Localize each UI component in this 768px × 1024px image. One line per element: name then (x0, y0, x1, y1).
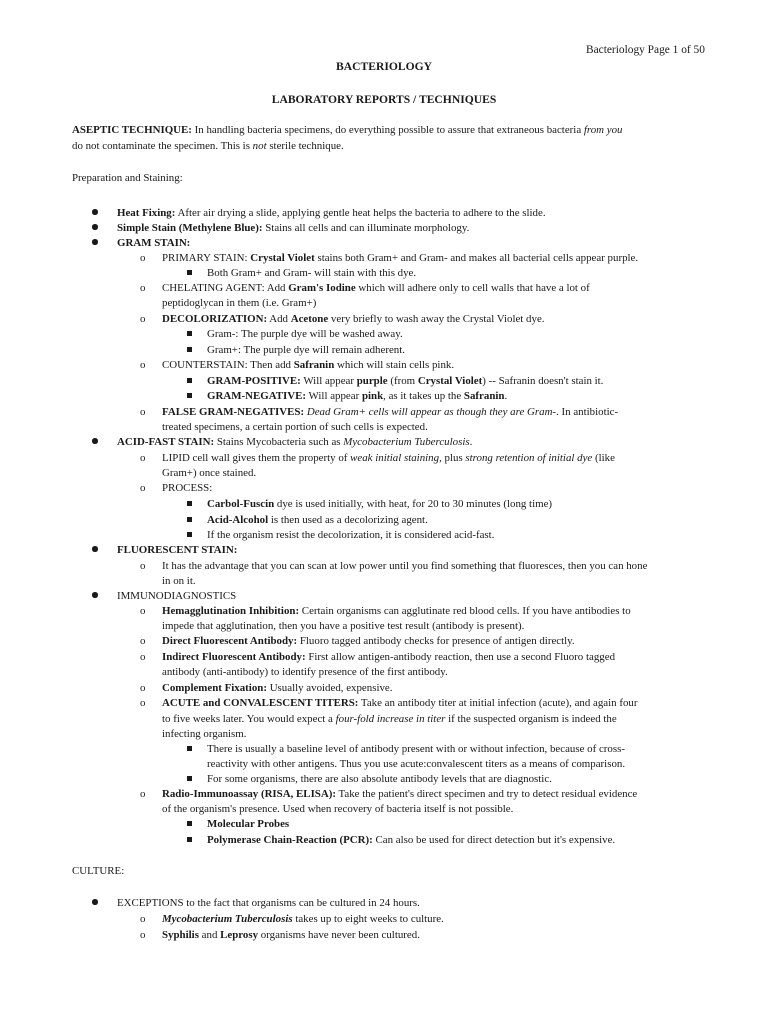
outline-bullet-o-icon: o (140, 560, 146, 572)
text-segment: There is usually a baseline level of antibody present with or without infection, because of cross- (207, 743, 625, 755)
text-segment: Gram-: The purple dye will be washed away. (207, 328, 403, 340)
outline-line-simple (117, 221, 469, 236)
square-bullet-icon (187, 497, 192, 512)
section-heading-preparation: Preparation and Staining: (72, 172, 183, 184)
square-bullet-icon (187, 772, 192, 787)
text-segment: COUNTERSTAIN: Then add (162, 359, 294, 371)
text-segment: (like (592, 452, 615, 464)
outline-bullet-o-icon: o (140, 697, 146, 709)
text-segment: Take an antibody titer at initial infection (acute), and again four (358, 697, 638, 709)
square-bullet-icon (187, 389, 192, 404)
outline-line-risa-s2 (207, 833, 615, 848)
text-segment: dye is used initially, with heat, for 20 to 30 minutes (long time) (274, 498, 553, 510)
square-bullet-icon (187, 817, 192, 832)
text-segment: Take the patient's direct specimen and try to detect residual evidence (335, 788, 638, 800)
text-segment: GRAM STAIN: (117, 237, 191, 249)
text-segment: treated specimens, a certain portion of such cells is expected. (162, 421, 428, 433)
outline-bullet-o-icon: o (140, 359, 146, 371)
text-segment: Carbol-Fuscin (207, 498, 275, 510)
outline-bullet-o-icon: o (140, 605, 146, 617)
text-segment: Leprosy (220, 929, 259, 941)
outline-line-lipid-2 (162, 466, 256, 481)
outline-line-false (162, 405, 618, 420)
text-segment: peptidoglycan in them (i.e. Gram+) (162, 297, 317, 309)
text-segment: Both Gram+ and Gram- will stain with this dye. (207, 267, 417, 279)
text-segment: Molecular Probes (207, 818, 290, 830)
text-segment: . (504, 390, 508, 402)
text-segment: Will appear (300, 375, 357, 387)
outline-line-decol-s2 (207, 343, 405, 358)
text-segment: PROCESS: (162, 482, 213, 494)
outline-bullet-o-icon: o (140, 252, 146, 264)
text-segment: pink (361, 390, 384, 402)
outline-bullet-o-icon: o (140, 788, 146, 800)
text-segment: DECOLORIZATION: (162, 313, 268, 325)
text-segment: very briefly to wash away the Crystal Violet dye. (328, 313, 545, 325)
round-bullet-icon (92, 206, 98, 221)
text-segment: Certain organisms can agglutinate red blood cells. If you have antibodies to (299, 605, 631, 617)
outline-line-acute-s1-2 (207, 757, 625, 772)
round-bullet-icon (92, 236, 98, 251)
outline-line-dfa (162, 634, 575, 649)
square-bullet-icon (187, 513, 192, 528)
text-segment: IMMUNODIAGNOSTICS (117, 590, 237, 602)
text-segment: Heat Fixing: (117, 207, 176, 219)
outline-line-false-2 (162, 420, 428, 435)
outline-line-primary (162, 251, 638, 266)
outline-bullet-o-icon: o (140, 452, 146, 464)
text-segment: and (198, 929, 221, 941)
outline-line-except-o1 (162, 912, 444, 927)
round-bullet-icon (92, 221, 98, 236)
text-segment: Polymerase Chain-Reaction (PCR): (207, 834, 373, 846)
text-segment: It has the advantage that you can scan at low power until you find something that fluoresces, then you can hone (162, 560, 648, 572)
text-segment: impede that agglutination, then you have a positive test result (antibody is present). (162, 620, 525, 632)
outline-line-process-s2 (207, 513, 428, 528)
outline-line-fluor-o1-2 (162, 574, 196, 589)
outline-line-counter (162, 358, 454, 373)
outline-line-chelating (162, 281, 590, 296)
text-segment: if the suspected organism is indeed the (445, 713, 617, 725)
square-bullet-icon (187, 343, 192, 358)
text-segment: Safranin (293, 359, 335, 371)
text-segment: CHELATING AGENT: Add (162, 282, 289, 294)
outline-line-process-s3 (207, 528, 494, 543)
document-subtitle: LABORATORY REPORTS / TECHNIQUES (271, 93, 497, 106)
text-segment: which will stain cells pink. (334, 359, 455, 371)
text-segment: ) -- Safranin doesn't stain it. (482, 375, 604, 387)
aseptic-text-2: do not contaminate the specimen. This is (72, 139, 253, 152)
text-segment: GRAM-NEGATIVE: (207, 390, 307, 402)
text-segment: four-fold increase in titer (335, 713, 446, 725)
outline-line-risa-s1 (207, 817, 289, 832)
outline-line-comp (162, 681, 392, 696)
text-segment: First allow antigen-antibody reaction, then use a second Fluoro tagged (305, 651, 616, 663)
outline-line-counter-s2 (207, 389, 507, 404)
text-segment: infecting organism. (162, 728, 247, 740)
text-segment: in on it. (162, 575, 196, 587)
text-segment: For some organisms, there are also absolute antibody levels that are diagnostic. (207, 773, 552, 785)
text-segment: Dead Gram+ cells will appear as though they are Gram- (306, 406, 557, 418)
text-segment: After air drying a slide, applying gentle heat helps the bacteria to adhere to the slide. (175, 207, 546, 219)
outline-line-ifa-2 (162, 665, 448, 680)
outline-line-acute-3 (162, 727, 247, 742)
text-segment: Acid-Alcohol (207, 514, 269, 526)
outline-line-acute-s2 (207, 772, 552, 787)
outline-line-process (162, 481, 212, 496)
square-bullet-icon (187, 742, 192, 757)
outline-bullet-o-icon: o (140, 651, 146, 663)
text-segment: Can also be used for direct detection but it's expensive. (372, 834, 616, 846)
outline-line-heat (117, 206, 546, 221)
outline-line-except-o2 (162, 928, 420, 943)
outline-line-acid (117, 435, 472, 450)
text-segment: Stains all cells and can illuminate morphology. (262, 222, 470, 234)
outline-line-fluor-o1 (162, 559, 647, 574)
outline-line-immuno (117, 589, 236, 604)
text-segment: Simple Stain (Methylene Blue): (117, 222, 263, 234)
text-segment: reactivity with other antigens. Thus you use acute:convalescent titers as a means of comparison. (207, 758, 626, 770)
square-bullet-icon (187, 327, 192, 342)
aseptic-text-1: In handling bacteria specimens, do everything possible to assure that extraneous bacteria (191, 124, 584, 136)
text-segment: (from (387, 375, 418, 387)
text-segment: Stains Mycobacteria such as (214, 436, 344, 448)
outline-line-primary-s1 (207, 266, 416, 281)
text-segment: organisms have never been cultured. (258, 929, 420, 941)
outline-line-risa (162, 787, 637, 802)
round-bullet-icon (92, 543, 98, 558)
text-segment: Direct Fluorescent Antibody: (162, 635, 298, 647)
text-segment: Safranin (463, 390, 505, 402)
aseptic-text-3: sterile technique. (266, 139, 344, 152)
outline-line-counter-s1 (207, 374, 603, 389)
text-segment: Complement Fixation: (162, 682, 267, 694)
text-segment: purple (356, 375, 388, 387)
document-title: BACTERIOLOGY (336, 60, 432, 73)
text-segment: ACID-FAST STAIN: (117, 436, 215, 448)
text-segment: . (469, 436, 473, 448)
outline-line-hemag-2 (162, 619, 524, 634)
text-segment: If the organism resist the decolorization, it is considered acid-fast. (207, 529, 495, 541)
text-segment: . In antibiotic- (556, 406, 619, 418)
round-bullet-icon (92, 589, 98, 604)
outline-line-hemag (162, 604, 631, 619)
text-segment: Add (267, 313, 291, 325)
text-segment: Hemagglutination Inhibition: (162, 605, 300, 617)
text-segment: Fluoro tagged antibody checks for presence of antigen directly. (297, 635, 575, 647)
text-segment: Will appear (306, 390, 362, 402)
text-segment: LIPID cell wall gives them the property of (162, 452, 351, 464)
text-segment: GRAM-POSITIVE: (207, 375, 301, 387)
text-segment: Gram+: The purple dye will remain adherent. (207, 344, 405, 356)
text-segment: Crystal Violet (250, 252, 315, 264)
aseptic-emphasis-2: not (252, 139, 267, 152)
square-bullet-icon (187, 833, 192, 848)
text-segment: of the organism's presence. Used when recovery of bacteria itself is not possible. (162, 803, 514, 815)
text-segment: Syphilis (162, 929, 199, 941)
text-segment: to five weeks later. You would expect a (162, 713, 336, 725)
aseptic-emphasis-1: from you (583, 124, 623, 136)
outline-line-except (117, 896, 420, 911)
outline-line-process-s1 (207, 497, 552, 512)
text-segment: is then used as a decolorizing agent. (268, 514, 428, 526)
outline-line-risa-2 (162, 802, 513, 817)
text-segment: EXCEPTIONS to the fact that organisms can be cultured in 24 hours. (117, 897, 420, 909)
aseptic-paragraph (72, 123, 722, 154)
outline-line-fluor (117, 543, 237, 558)
outline-line-ifa (162, 650, 615, 665)
text-segment: Gram's Iodine (288, 282, 356, 294)
text-segment: Usually avoided, expensive. (266, 682, 393, 694)
outline-bullet-o-icon: o (140, 482, 146, 494)
text-segment: takes up to eight weeks to culture. (292, 913, 444, 925)
outline-bullet-o-icon: o (140, 635, 146, 647)
outline-bullet-o-icon: o (140, 682, 146, 694)
text-segment: PRIMARY STAIN: (162, 252, 251, 264)
text-segment: Mycobacterium Tuberculosis (162, 913, 293, 925)
text-segment: antibody (anti-antibody) to identify presence of the first antibody. (162, 666, 448, 678)
text-segment: ACUTE and CONVALESCENT TITERS: (162, 697, 359, 709)
text-segment: FALSE GRAM-NEGATIVES: (162, 406, 305, 418)
text-segment: weak initial staining (350, 452, 440, 464)
outline-line-acute-s1 (207, 742, 625, 757)
text-segment: Gram+) once stained. (162, 467, 257, 479)
outline-line-decol (162, 312, 545, 327)
text-segment: , plus (439, 452, 466, 464)
outline-bullet-o-icon: o (140, 313, 146, 325)
outline-line-decol-s1 (207, 327, 403, 342)
text-segment: strong retention of initial dye (465, 452, 593, 464)
text-segment: , as it takes up the (383, 390, 464, 402)
outline-line-acute (162, 696, 637, 711)
outline-bullet-o-icon: o (140, 406, 146, 418)
round-bullet-icon (92, 435, 98, 450)
aseptic-label: ASEPTIC TECHNIQUE: (72, 124, 192, 136)
text-segment: Crystal Violet (417, 375, 483, 387)
outline-line-gram (117, 236, 190, 251)
outline-line-chelating-2 (162, 296, 316, 311)
section-heading-culture: CULTURE: (72, 865, 125, 877)
outline-bullet-o-icon: o (140, 929, 146, 941)
square-bullet-icon (187, 528, 192, 543)
text-segment: Acetone (290, 313, 329, 325)
text-segment: which will adhere only to cell walls that have a lot of (355, 282, 590, 294)
text-segment: Radio-Immunoassay (RISA, ELISA): (162, 788, 336, 800)
text-segment: Indirect Fluorescent Antibody: (162, 651, 306, 663)
text-segment: Mycobacterium Tuberculosis (343, 436, 470, 448)
outline-bullet-o-icon: o (140, 913, 146, 925)
outline-line-lipid (162, 451, 615, 466)
text-segment: stains both Gram+ and Gram- and makes all bacterial cells appear purple. (314, 252, 639, 264)
square-bullet-icon (187, 374, 192, 389)
outline-bullet-o-icon: o (140, 282, 146, 294)
outline-line-acute-2 (162, 712, 617, 727)
page-header: Bacteriology Page 1 of 50 (586, 44, 705, 56)
text-segment: FLUORESCENT STAIN: (117, 544, 238, 556)
round-bullet-icon (92, 896, 98, 911)
square-bullet-icon (187, 266, 192, 281)
